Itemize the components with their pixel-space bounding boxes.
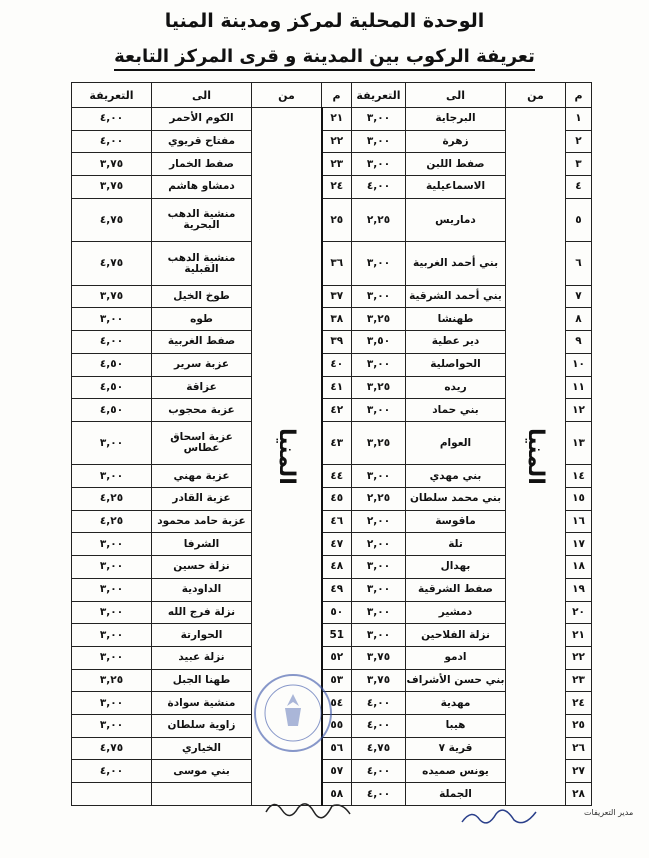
row-num-left: ٥٦ — [322, 737, 352, 760]
signature-left — [262, 792, 354, 822]
row-num-left: ٤٣ — [322, 421, 352, 465]
row-to-right: صفط اللبن — [406, 153, 506, 176]
row-to-left: عزبة حامد محمود — [152, 510, 252, 533]
row-fare-left: ٤,٠٠ — [72, 760, 152, 783]
row-fare-right: ٣,٢٥ — [352, 421, 406, 465]
row-fare-right: ٣,٠٠ — [352, 242, 406, 286]
row-num-right: ٢٢ — [566, 646, 592, 669]
row-fare-left: ٣,٠٠ — [72, 692, 152, 715]
row-to-left: صفط الخمار — [152, 153, 252, 176]
row-num-left: ٤٩ — [322, 578, 352, 601]
row-to-right: ادمو — [406, 646, 506, 669]
row-to-right: بني حماد — [406, 399, 506, 422]
row-fare-left: ٤,٧٥ — [72, 737, 152, 760]
row-num-right: ٢٥ — [566, 714, 592, 737]
row-num-left: ٥٢ — [322, 646, 352, 669]
row-to-left: عزبة محجوب — [152, 399, 252, 422]
row-fare-left: ٤,٥٠ — [72, 353, 152, 376]
row-num-left: ٢٥ — [322, 198, 352, 242]
row-fare-right: ٣,٠٠ — [352, 556, 406, 579]
col-num-left: م — [322, 83, 352, 108]
row-to-right: دمشير — [406, 601, 506, 624]
row-fare-left: ٣,٠٠ — [72, 421, 152, 465]
row-num-left: ٣٨ — [322, 308, 352, 331]
row-num-right: ٢٦ — [566, 737, 592, 760]
row-to-left: نزلة حسين — [152, 556, 252, 579]
row-fare-right: ٣,٠٠ — [352, 578, 406, 601]
row-num-right: ٧ — [566, 285, 592, 308]
row-fare-right: ٣,٧٥ — [352, 646, 406, 669]
row-fare-left: ٤,٥٠ — [72, 376, 152, 399]
row-fare-left: ٤,٥٠ — [72, 399, 152, 422]
row-fare-left: ٤,٢٥ — [72, 488, 152, 511]
row-to-left: صفط الغربية — [152, 331, 252, 354]
row-fare-left: ٤,٢٥ — [72, 510, 152, 533]
row-num-left: ٥٨ — [322, 783, 352, 806]
row-fare-left: ٤,٧٥ — [72, 198, 152, 242]
row-num-right: ٢٣ — [566, 669, 592, 692]
row-fare-right: ٣,٠٠ — [352, 285, 406, 308]
row-fare-right: ٣,٠٠ — [352, 601, 406, 624]
row-num-left: 51 — [322, 624, 352, 647]
row-fare-right: ٢,٠٠ — [352, 510, 406, 533]
row-fare-right: ٤,٠٠ — [352, 783, 406, 806]
from-city-left: المنيا — [252, 108, 322, 806]
row-to-left: طهنا الجبل — [152, 669, 252, 692]
col-fare-right: التعريفة — [352, 83, 406, 108]
row-num-right: ١٢ — [566, 399, 592, 422]
row-fare-left: ٣,٠٠ — [72, 556, 152, 579]
row-to-right: دير عطية — [406, 331, 506, 354]
row-to-right: يونس صميده — [406, 760, 506, 783]
table-row — [72, 108, 592, 131]
row-num-left: ٥٠ — [322, 601, 352, 624]
row-num-right: ٢٠ — [566, 601, 592, 624]
row-num-right: ١٦ — [566, 510, 592, 533]
row-to-left: الكوم الأحمر — [152, 108, 252, 131]
col-fare-left: التعريفة — [72, 83, 152, 108]
col-from-left: من — [252, 83, 322, 108]
row-to-left: عزبة القادر — [152, 488, 252, 511]
row-num-left: ٣٦ — [322, 242, 352, 286]
row-num-left: ٥٥ — [322, 714, 352, 737]
row-fare-right: ٣,٧٥ — [352, 669, 406, 692]
row-num-right: ١١ — [566, 376, 592, 399]
row-num-left: ٤٨ — [322, 556, 352, 579]
row-num-left: ٤٤ — [322, 465, 352, 488]
row-to-right: زهرة — [406, 130, 506, 153]
row-num-right: ٢١ — [566, 624, 592, 647]
row-fare-left: ٤,٧٥ — [72, 242, 152, 286]
row-fare-left — [72, 783, 152, 806]
row-to-right: بني محمد سلطان — [406, 488, 506, 511]
row-fare-right: ٣,٠٠ — [352, 353, 406, 376]
row-fare-left: ٣,٠٠ — [72, 646, 152, 669]
row-to-right: بني مهدي — [406, 465, 506, 488]
row-num-left: ٢٣ — [322, 153, 352, 176]
row-to-right: الجملة — [406, 783, 506, 806]
row-to-left: عزاقة — [152, 376, 252, 399]
row-fare-right: ٣,٠٠ — [352, 624, 406, 647]
row-fare-right: ٤,٠٠ — [352, 714, 406, 737]
row-fare-left: ٤,٠٠ — [72, 130, 152, 153]
row-fare-right: ٣,٢٥ — [352, 376, 406, 399]
row-fare-left: ٣,٠٠ — [72, 533, 152, 556]
row-fare-right: ٤,٠٠ — [352, 692, 406, 715]
row-to-left — [152, 783, 252, 806]
signature-caption: مدير التعريفات — [584, 808, 634, 817]
col-from-right: من — [506, 83, 566, 108]
row-fare-left: ٣,٠٠ — [72, 601, 152, 624]
col-num-right: م — [566, 83, 592, 108]
row-num-left: ٤٥ — [322, 488, 352, 511]
row-num-left: ٥٧ — [322, 760, 352, 783]
row-to-left: طوه — [152, 308, 252, 331]
row-fare-left: ٣,٠٠ — [72, 578, 152, 601]
row-to-right: البرجاية — [406, 108, 506, 131]
row-to-right: تلة — [406, 533, 506, 556]
row-to-right: بهدال — [406, 556, 506, 579]
subtitle-text: تعريفة الركوب بين المدينة و قرى المركز التابعة — [114, 46, 535, 71]
row-to-right: طهنشا — [406, 308, 506, 331]
row-fare-right: ٣,٠٠ — [352, 399, 406, 422]
row-to-left: منشية سوادة — [152, 692, 252, 715]
row-to-left: نزلة فرج الله — [152, 601, 252, 624]
row-fare-left: ٣,٧٥ — [72, 153, 152, 176]
row-num-left: ٢٤ — [322, 176, 352, 199]
row-to-right: الاسماعيلية — [406, 176, 506, 199]
official-stamp — [252, 672, 334, 754]
row-num-left: ٤٢ — [322, 399, 352, 422]
row-to-left: الحوارتة — [152, 624, 252, 647]
row-to-left: مفتاح قريوي — [152, 130, 252, 153]
row-fare-left: ٤,٠٠ — [72, 331, 152, 354]
row-to-left: عزبة مهني — [152, 465, 252, 488]
row-num-right: ٣ — [566, 153, 592, 176]
row-fare-right: ٣,٢٥ — [352, 308, 406, 331]
row-to-left: الشرفا — [152, 533, 252, 556]
row-to-left: عزبة سرير — [152, 353, 252, 376]
row-to-left: بني موسى — [152, 760, 252, 783]
row-fare-right: ٣,٠٠ — [352, 465, 406, 488]
row-fare-right: ٣,٠٠ — [352, 130, 406, 153]
row-num-right: ١٤ — [566, 465, 592, 488]
row-fare-right: ٤,٠٠ — [352, 176, 406, 199]
row-num-left: ٥٤ — [322, 692, 352, 715]
row-to-left: طوخ الخيل — [152, 285, 252, 308]
signature-right — [458, 800, 540, 832]
row-to-left: زاوية سلطان — [152, 714, 252, 737]
row-to-left: الداودية — [152, 578, 252, 601]
row-fare-left: ٤,٠٠ — [72, 108, 152, 131]
row-fare-right: ٢,٠٠ — [352, 533, 406, 556]
from-city-right: المنيا — [506, 108, 566, 806]
row-num-left: ٤١ — [322, 376, 352, 399]
row-to-right: قرية ٧ — [406, 737, 506, 760]
row-num-right: ٦ — [566, 242, 592, 286]
row-num-left: ٣٩ — [322, 331, 352, 354]
row-to-left: الخياري — [152, 737, 252, 760]
row-to-left: نزلة عبيد — [152, 646, 252, 669]
row-fare-left: ٣,٠٠ — [72, 465, 152, 488]
row-to-right: مهدية — [406, 692, 506, 715]
row-to-right: بني أحمد الغربية — [406, 242, 506, 286]
row-num-left: ٣٧ — [322, 285, 352, 308]
row-to-right: دماريس — [406, 198, 506, 242]
row-to-right: العوام — [406, 421, 506, 465]
row-fare-left: ٣,٠٠ — [72, 624, 152, 647]
row-num-left: ٤٧ — [322, 533, 352, 556]
row-fare-right: ٣,٥٠ — [352, 331, 406, 354]
col-to-left: الى — [152, 83, 252, 108]
row-num-right: ١٥ — [566, 488, 592, 511]
row-fare-left: ٣,٢٥ — [72, 669, 152, 692]
row-num-right: ٩ — [566, 331, 592, 354]
row-to-right: هيبا — [406, 714, 506, 737]
row-to-right: بني حسن الأشراف — [406, 669, 506, 692]
row-to-right: ريده — [406, 376, 506, 399]
row-num-right: ٢٨ — [566, 783, 592, 806]
row-num-right: ٢٤ — [566, 692, 592, 715]
row-num-left: ٢٢ — [322, 130, 352, 153]
col-to-right: الى — [406, 83, 506, 108]
row-num-right: ٢٧ — [566, 760, 592, 783]
row-to-left: دمشاو هاشم — [152, 176, 252, 199]
row-num-right: ١٧ — [566, 533, 592, 556]
row-num-right: ٤ — [566, 176, 592, 199]
row-fare-right: ٣,٠٠ — [352, 153, 406, 176]
row-fare-left: ٣,٧٥ — [72, 285, 152, 308]
row-to-right: الحواصلية — [406, 353, 506, 376]
row-num-right: ٢ — [566, 130, 592, 153]
row-to-left: منشية الدهب البحرية — [152, 198, 252, 242]
row-num-left: ٤٠ — [322, 353, 352, 376]
row-num-right: ١٩ — [566, 578, 592, 601]
row-to-right: صفط الشرقية — [406, 578, 506, 601]
row-fare-left: ٣,٠٠ — [72, 714, 152, 737]
row-to-right: ماقوسة — [406, 510, 506, 533]
row-num-right: ١٠ — [566, 353, 592, 376]
page-subtitle — [0, 46, 649, 67]
row-fare-left: ٣,٠٠ — [72, 308, 152, 331]
row-fare-right: ٣,٠٠ — [352, 108, 406, 131]
row-num-right: ١ — [566, 108, 592, 131]
row-num-right: ١٣ — [566, 421, 592, 465]
row-num-right: ٨ — [566, 308, 592, 331]
row-fare-right: ٤,٧٥ — [352, 737, 406, 760]
row-to-left: منشية الدهب القبلية — [152, 242, 252, 286]
row-fare-right: ٤,٠٠ — [352, 760, 406, 783]
row-num-left: ٤٦ — [322, 510, 352, 533]
row-num-right: ٥ — [566, 198, 592, 242]
table-header-row — [72, 83, 592, 108]
row-to-right: نزلة الفلاحين — [406, 624, 506, 647]
row-to-right: بني أحمد الشرقية — [406, 285, 506, 308]
row-to-left: عزبة اسحاق عطاس — [152, 421, 252, 465]
page-title: الوحدة المحلية لمركز ومدينة المنيا — [164, 10, 485, 32]
row-num-left: ٢١ — [322, 108, 352, 131]
row-fare-right: ٢,٢٥ — [352, 488, 406, 511]
row-num-left: ٥٣ — [322, 669, 352, 692]
row-fare-left: ٣,٧٥ — [72, 176, 152, 199]
row-fare-right: ٢,٢٥ — [352, 198, 406, 242]
row-num-right: ١٨ — [566, 556, 592, 579]
